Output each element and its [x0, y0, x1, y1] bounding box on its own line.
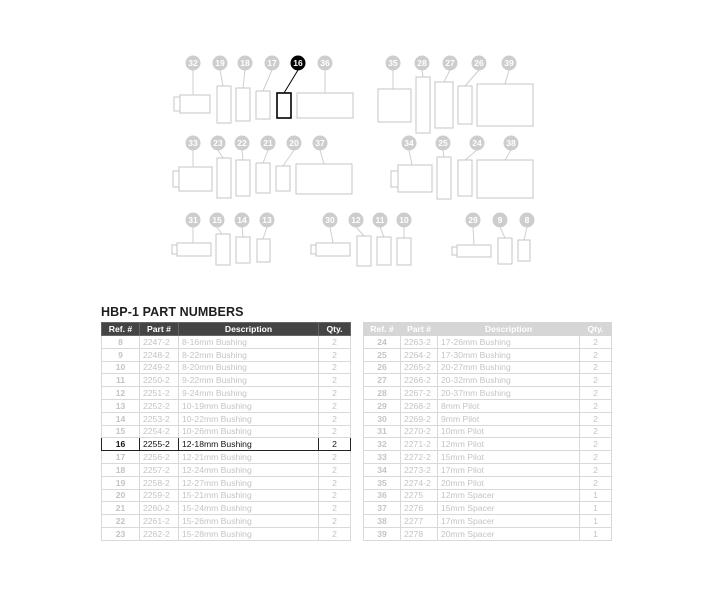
- callout-label: 37: [315, 138, 325, 148]
- table-row: [102, 336, 351, 349]
- qty-cell: 2: [319, 438, 351, 451]
- qty-cell: 2: [319, 425, 351, 438]
- callout-label: 25: [438, 138, 448, 148]
- part-outline: [179, 167, 212, 191]
- description-cell: 12-18mm Bushing: [179, 438, 319, 451]
- part-number-cell: 2249-2: [140, 361, 179, 374]
- qty-cell: 2: [580, 425, 612, 438]
- description-cell: 12mm Spacer: [438, 489, 580, 502]
- description-cell: 8-20mm Bushing: [179, 361, 319, 374]
- part-outline: [477, 84, 533, 126]
- qty-cell: 2: [319, 489, 351, 502]
- pilot-stem: [452, 247, 457, 255]
- table-row: [102, 515, 351, 528]
- qty-cell: 2: [319, 476, 351, 489]
- description-cell: 17mm Spacer: [438, 515, 580, 528]
- callout-label: 29: [468, 215, 478, 225]
- leader-line: [242, 150, 243, 160]
- callout-label: 11: [375, 215, 385, 225]
- part-outline: [437, 157, 451, 199]
- ref-cell: 37: [364, 502, 401, 515]
- pilot-stem: [174, 97, 180, 111]
- qty-cell: 2: [319, 515, 351, 528]
- part-number-cell: 2257-2: [140, 463, 179, 476]
- callout-label: 39: [504, 58, 514, 68]
- callout-label: 16: [293, 58, 303, 68]
- part-number-cell: 2266-2: [401, 374, 438, 387]
- qty-cell: 2: [580, 399, 612, 412]
- ref-cell: 20: [102, 489, 140, 502]
- header-ref: Ref. #: [364, 323, 401, 336]
- qty-cell: 2: [580, 361, 612, 374]
- ref-cell: 17: [102, 451, 140, 464]
- description-cell: 15-24mm Bushing: [179, 502, 319, 515]
- part-number-cell: 2253-2: [140, 412, 179, 425]
- pilot-stem: [391, 171, 398, 187]
- ref-cell: 8: [102, 336, 140, 349]
- part-number-cell: 2247-2: [140, 336, 179, 349]
- part-outline: [217, 158, 231, 198]
- qty-cell: 2: [319, 412, 351, 425]
- part-number-cell: 2255-2: [140, 438, 179, 451]
- callout-label: 10: [399, 215, 409, 225]
- description-cell: 15-28mm Bushing: [179, 527, 319, 540]
- table-row-highlighted: [102, 438, 351, 451]
- part-outline: [357, 236, 371, 266]
- part-number-cell: 2273-2: [401, 463, 438, 476]
- ref-cell: 12: [102, 387, 140, 400]
- ref-cell: 27: [364, 374, 401, 387]
- part-outline: [236, 88, 250, 121]
- qty-cell: 2: [319, 361, 351, 374]
- leader-line: [330, 227, 333, 243]
- callout-label: 14: [237, 215, 247, 225]
- table-row: [364, 438, 612, 451]
- ref-cell: 35: [364, 476, 401, 489]
- part-number-cell: 2274-2: [401, 476, 438, 489]
- part-outline: [180, 95, 210, 113]
- leader-line: [409, 150, 412, 165]
- leader-line: [263, 227, 267, 239]
- ref-cell: 32: [364, 438, 401, 451]
- leader-line: [220, 70, 223, 86]
- leader-line: [465, 150, 477, 160]
- qty-cell: 1: [580, 515, 612, 528]
- description-cell: 15mm Spacer: [438, 502, 580, 515]
- description-cell: 15-26mm Bushing: [179, 515, 319, 528]
- part-outline: [256, 91, 270, 119]
- table-row: [102, 502, 351, 515]
- part-number-cell: 2268-2: [401, 399, 438, 412]
- callout-label: 26: [474, 58, 484, 68]
- table-row: [102, 361, 351, 374]
- callout-label: 20: [289, 138, 299, 148]
- callout-label: 38: [506, 138, 516, 148]
- part-outline: [177, 243, 211, 256]
- part-outline: [457, 245, 491, 257]
- description-cell: 8mm Pilot: [438, 399, 580, 412]
- table-row: [364, 374, 612, 387]
- callout-label: 24: [472, 138, 482, 148]
- ref-cell: 39: [364, 527, 401, 540]
- callout-label: 18: [240, 58, 250, 68]
- description-cell: 15mm Pilot: [438, 451, 580, 464]
- leader-line: [242, 227, 243, 237]
- qty-cell: 2: [580, 387, 612, 400]
- description-cell: 9-22mm Bushing: [179, 374, 319, 387]
- table-row: [364, 489, 612, 502]
- callout-label: 22: [237, 138, 247, 148]
- part-number-cell: 2256-2: [140, 451, 179, 464]
- description-cell: 9-24mm Bushing: [179, 387, 319, 400]
- part-outline: [256, 163, 270, 193]
- ref-cell: 24: [364, 336, 401, 349]
- table-row: [364, 348, 612, 361]
- callout-label: 35: [388, 58, 398, 68]
- description-cell: 17-26mm Bushing: [438, 336, 580, 349]
- table-row: [364, 502, 612, 515]
- part-outline: [477, 160, 533, 198]
- qty-cell: 2: [580, 374, 612, 387]
- pilot-stem: [172, 245, 177, 254]
- part-number-cell: 2265-2: [401, 361, 438, 374]
- part-number-cell: 2270-2: [401, 425, 438, 438]
- table-row: [102, 412, 351, 425]
- callout-label: 27: [445, 58, 455, 68]
- ref-cell: 25: [364, 348, 401, 361]
- table-row: [102, 489, 351, 502]
- leader-line: [443, 150, 444, 157]
- leader-line: [284, 70, 298, 93]
- table-row: [364, 361, 612, 374]
- callout-label: 31: [188, 215, 198, 225]
- qty-cell: 2: [580, 451, 612, 464]
- part-outline: [435, 82, 453, 128]
- part-number-cell: 2254-2: [140, 425, 179, 438]
- qty-cell: 2: [319, 527, 351, 540]
- ref-cell: 18: [102, 463, 140, 476]
- ref-cell: 34: [364, 463, 401, 476]
- description-cell: 10mm Pilot: [438, 425, 580, 438]
- description-cell: 15-21mm Bushing: [179, 489, 319, 502]
- table-row: [102, 451, 351, 464]
- callout-label: 33: [188, 138, 198, 148]
- table-row: [364, 336, 612, 349]
- description-cell: 20-37mm Bushing: [438, 387, 580, 400]
- qty-cell: 1: [580, 502, 612, 515]
- ref-cell: 16: [102, 438, 140, 451]
- callout-label: 15: [212, 215, 222, 225]
- leader-line: [217, 227, 222, 234]
- ref-cell: 30: [364, 412, 401, 425]
- ref-cell: 26: [364, 361, 401, 374]
- part-number-cell: 2250-2: [140, 374, 179, 387]
- pilot-stem: [173, 171, 179, 187]
- part-number-cell: 2267-2: [401, 387, 438, 400]
- callout-label: 32: [188, 58, 198, 68]
- callout-label: 8: [524, 215, 530, 225]
- description-cell: 10-22mm Bushing: [179, 412, 319, 425]
- ref-cell: 13: [102, 399, 140, 412]
- part-outline: [498, 238, 512, 264]
- part-outline: [216, 234, 230, 265]
- callout-label: 23: [213, 138, 223, 148]
- ref-cell: 38: [364, 515, 401, 528]
- leader-line: [500, 227, 505, 238]
- ref-cell: 19: [102, 476, 140, 489]
- callout-label: 9: [497, 215, 503, 225]
- qty-cell: 1: [580, 489, 612, 502]
- parts-table-right: [363, 322, 612, 541]
- description-cell: 17mm Pilot: [438, 463, 580, 476]
- ref-cell: 33: [364, 451, 401, 464]
- qty-cell: 2: [580, 438, 612, 451]
- part-number-cell: 2261-2: [140, 515, 179, 528]
- leader-line: [243, 70, 245, 88]
- leader-line: [356, 227, 364, 236]
- part-number-cell: 2263-2: [401, 336, 438, 349]
- description-cell: 12-21mm Bushing: [179, 451, 319, 464]
- ref-cell: 28: [364, 387, 401, 400]
- qty-cell: 2: [319, 348, 351, 361]
- part-outline: [276, 166, 290, 191]
- description-cell: 12-27mm Bushing: [179, 476, 319, 489]
- part-number-cell: 2275: [401, 489, 438, 502]
- ref-cell: 14: [102, 412, 140, 425]
- header-description: Description: [179, 323, 319, 336]
- ref-cell: 31: [364, 425, 401, 438]
- callout-label: 36: [320, 58, 330, 68]
- qty-cell: 2: [319, 502, 351, 515]
- qty-cell: 2: [319, 387, 351, 400]
- part-outline: [416, 77, 430, 133]
- callout-label: 21: [263, 138, 273, 148]
- table-row: [364, 515, 612, 528]
- part-outline: [377, 237, 391, 265]
- leader-line: [283, 150, 294, 166]
- part-number-cell: 2252-2: [140, 399, 179, 412]
- qty-cell: 1: [580, 527, 612, 540]
- qty-cell: 2: [580, 348, 612, 361]
- leader-line: [263, 150, 268, 163]
- table-row: [102, 463, 351, 476]
- description-cell: 9mm Pilot: [438, 412, 580, 425]
- leader-line: [380, 227, 384, 237]
- part-number-cell: 2248-2: [140, 348, 179, 361]
- table-row: [364, 451, 612, 464]
- table-row: [102, 527, 351, 540]
- table-row: [102, 425, 351, 438]
- table-row: [364, 476, 612, 489]
- callout-label: 34: [404, 138, 414, 148]
- part-number-cell: 2271-2: [401, 438, 438, 451]
- table-row: [364, 412, 612, 425]
- part-outline: [296, 164, 352, 194]
- description-cell: 10-26mm Bushing: [179, 425, 319, 438]
- table-row: [364, 463, 612, 476]
- header-ref: Ref. #: [102, 323, 140, 336]
- leader-line: [524, 227, 527, 240]
- part-outline: [236, 160, 250, 196]
- table-row: [102, 374, 351, 387]
- part-outline: [236, 237, 250, 263]
- table-row: [102, 399, 351, 412]
- table-row: [102, 476, 351, 489]
- part-outline: [378, 89, 411, 122]
- description-cell: 8-16mm Bushing: [179, 336, 319, 349]
- part-outline: [397, 238, 411, 265]
- description-cell: 10-19mm Bushing: [179, 399, 319, 412]
- part-outline: [458, 86, 472, 124]
- table-row: [364, 425, 612, 438]
- qty-cell: 2: [319, 336, 351, 349]
- qty-cell: 2: [319, 463, 351, 476]
- leader-line: [320, 150, 324, 164]
- leader-line: [473, 227, 474, 245]
- qty-cell: 2: [319, 399, 351, 412]
- part-outline: [518, 240, 530, 261]
- part-outline: [398, 165, 432, 192]
- description-cell: 12mm Pilot: [438, 438, 580, 451]
- ref-cell: 36: [364, 489, 401, 502]
- qty-cell: 2: [319, 451, 351, 464]
- ref-cell: 11: [102, 374, 140, 387]
- callout-label: 30: [325, 215, 335, 225]
- header-description: Description: [438, 323, 580, 336]
- leader-line: [263, 70, 272, 91]
- callout-label: 19: [215, 58, 225, 68]
- qty-cell: 2: [580, 412, 612, 425]
- part-number-cell: 2269-2: [401, 412, 438, 425]
- part-outline: [297, 93, 353, 118]
- table-row: [102, 387, 351, 400]
- description-cell: 17-30mm Bushing: [438, 348, 580, 361]
- part-number-cell: 2251-2: [140, 387, 179, 400]
- part-number-cell: 2259-2: [140, 489, 179, 502]
- table-row: [102, 348, 351, 361]
- ref-cell: 9: [102, 348, 140, 361]
- part-outline-highlighted: [277, 93, 291, 118]
- header-qty: Qty.: [580, 323, 612, 336]
- ref-cell: 15: [102, 425, 140, 438]
- ref-cell: 22: [102, 515, 140, 528]
- parts-table-left: [101, 322, 351, 541]
- table-row: [364, 399, 612, 412]
- description-cell: 20mm Spacer: [438, 527, 580, 540]
- leader-line: [505, 70, 509, 84]
- ref-cell: 29: [364, 399, 401, 412]
- header-part: Part #: [401, 323, 438, 336]
- qty-cell: 2: [580, 463, 612, 476]
- leader-line: [218, 150, 223, 158]
- description-cell: 12-24mm Bushing: [179, 463, 319, 476]
- part-number-cell: 2258-2: [140, 476, 179, 489]
- part-number-cell: 2272-2: [401, 451, 438, 464]
- pilot-stem: [311, 245, 316, 254]
- part-outline: [316, 243, 350, 256]
- table-row: [364, 387, 612, 400]
- ref-cell: 23: [102, 527, 140, 540]
- table-header-row: [364, 323, 612, 336]
- leader-line: [422, 70, 423, 77]
- part-number-cell: 2264-2: [401, 348, 438, 361]
- description-cell: 8-22mm Bushing: [179, 348, 319, 361]
- part-outline: [458, 160, 472, 196]
- table-row: [364, 527, 612, 540]
- qty-cell: 2: [580, 336, 612, 349]
- callout-label: 13: [262, 215, 272, 225]
- description-cell: 20-27mm Bushing: [438, 361, 580, 374]
- leader-line: [505, 150, 511, 160]
- part-number-cell: 2276: [401, 502, 438, 515]
- leader-line: [444, 70, 450, 82]
- header-part: Part #: [140, 323, 179, 336]
- part-outline: [257, 239, 270, 262]
- description-cell: 20mm Pilot: [438, 476, 580, 489]
- part-number-cell: 2260-2: [140, 502, 179, 515]
- header-qty: Qty.: [319, 323, 351, 336]
- callout-label: 17: [267, 58, 277, 68]
- ref-cell: 10: [102, 361, 140, 374]
- callout-label: 12: [351, 215, 361, 225]
- ref-cell: 21: [102, 502, 140, 515]
- table-header-row: [102, 323, 351, 336]
- description-cell: 20-32mm Bushing: [438, 374, 580, 387]
- part-number-cell: 2262-2: [140, 527, 179, 540]
- part-number-cell: 2277: [401, 515, 438, 528]
- part-outline: [217, 86, 231, 123]
- part-number-cell: 2278: [401, 527, 438, 540]
- callout-label: 28: [417, 58, 427, 68]
- qty-cell: 2: [580, 476, 612, 489]
- qty-cell: 2: [319, 374, 351, 387]
- parts-table-title: HBP-1 PART NUMBERS: [101, 305, 244, 319]
